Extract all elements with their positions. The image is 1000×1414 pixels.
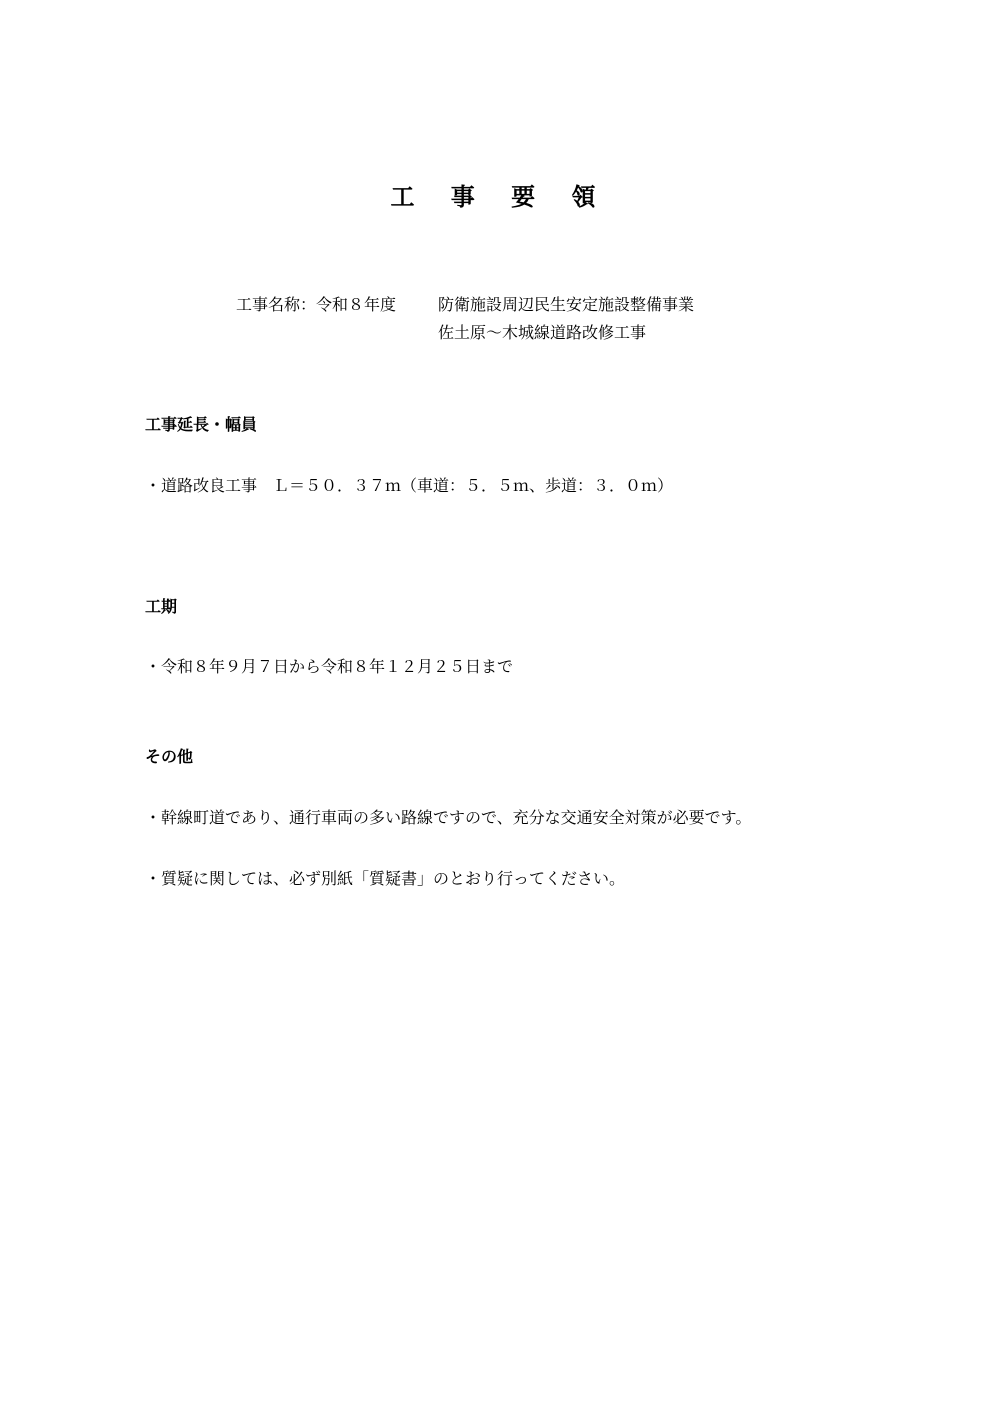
project-name-indent xyxy=(236,319,438,347)
period-item: ・令和８年９月７日から令和８年１２月２５日まで xyxy=(145,657,514,676)
other-item-traffic: ・幹線町道であり、通行車両の多い路線ですので、充分な交通安全対策が必要です。 xyxy=(145,808,752,827)
project-name-label: 工事名称：令和８年度 xyxy=(236,295,397,314)
document-title: 工 事 要 領 xyxy=(390,183,610,211)
section-heading-period: 工期 xyxy=(145,597,178,616)
section-heading-length: 工事延長・幅員 xyxy=(145,415,258,434)
other-item-inquiry: ・質疑に関しては、必ず別紙「質疑書」のとおり行ってください。 xyxy=(145,869,626,888)
length-item: ・道路改良工事 Ｌ＝５０．３７ｍ（車道：５．５ｍ、歩道：３．０ｍ） xyxy=(145,476,674,495)
project-name-row-1 xyxy=(236,291,694,319)
project-name-block xyxy=(236,291,694,347)
project-name-line-1: 防衛施設周辺民生安定施設整備事業 xyxy=(438,295,695,314)
project-name-line-2: 佐土原～木城線道路改修工事 xyxy=(438,323,647,342)
section-heading-other: その他 xyxy=(145,747,194,766)
project-name-row-2 xyxy=(236,319,694,347)
